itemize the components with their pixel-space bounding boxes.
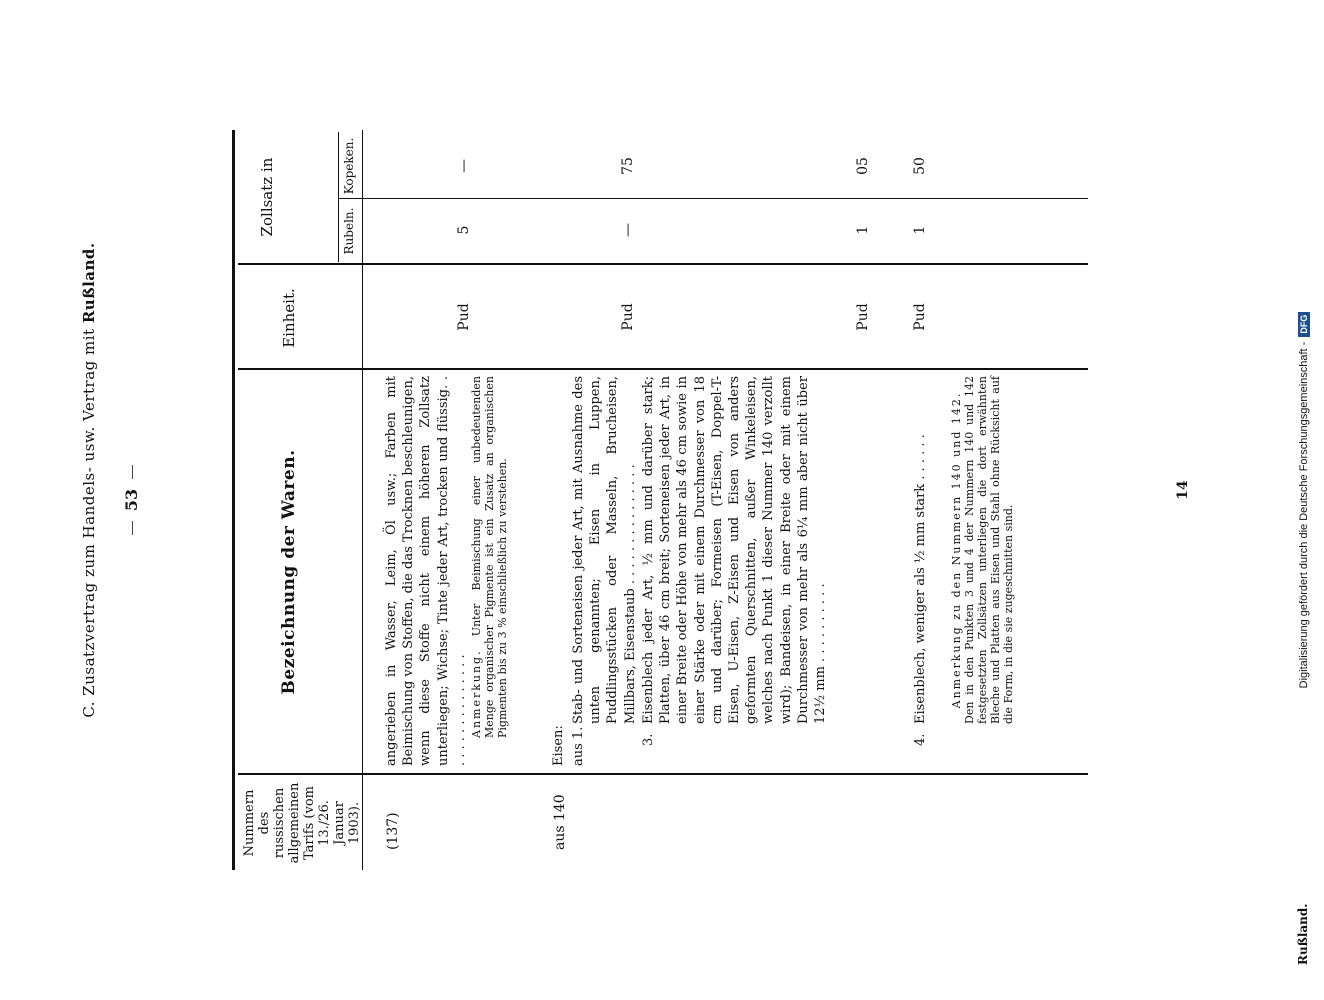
kopecks-cell: 05 (855, 157, 871, 175)
footer-country: Rußland. (1296, 903, 1310, 965)
running-head-text: C. Zusatzvertrag zum Handels- usw. Vertrag mit (80, 328, 98, 718)
header-bottom-rule (362, 130, 363, 870)
digitization-notice (1298, 0, 1310, 1000)
page-number (122, 430, 141, 570)
col-divider-2 (238, 368, 1088, 370)
row-text: Stab- und Sorteneisen jeder Art, mit Ausnahme des unten genannten; Eisen in Luppen, Puddlingsstücken oder Masseln, Brucheisen, Millbars, Eisenstaub . . . . . . . . . . . . . . . (571, 376, 638, 724)
dfg-logo: DFG (1298, 312, 1310, 337)
row-sub-label: aus 1. (571, 726, 586, 766)
table-top-rule (232, 130, 235, 870)
kopecks-cell: 50 (912, 157, 928, 175)
col-divider-3 (238, 263, 1088, 265)
duty-subheader-rule (338, 132, 339, 262)
row-text: angerieben in Wasser, Leim, Öl usw.; Farben mit Beimischung von Stoffen, die das Trocknen beschleunigen, wenn diese Stoffe nicht einem höheren Zollsatz unterliegen; Wichse; Tinte jeder Art, trocken und flüssig. . . . . . . . . . . . . . . . (384, 376, 468, 766)
rubles-cell: 1 (855, 225, 871, 235)
row-number: aus 140 (552, 794, 568, 850)
header-goods: Bezeichnung der Waren. (279, 449, 299, 695)
kopecks-cell: — (456, 159, 472, 173)
unit-cell: Pud (855, 303, 871, 331)
row-number: (137) (385, 812, 401, 850)
row-note (470, 376, 509, 738)
rubles-cell: 5 (456, 225, 472, 235)
col-divider-1 (238, 773, 1088, 775)
sheet-number: 14 (1175, 480, 1191, 500)
note-text: Den in den Punkten 3 und 4 der Nummern 140 und 142 festgesetzten Zollsätzen unterliegen die dort erwähnten Bleche und Platten aus Eisen und Stahl ohne Rücksicht auf die Form, in die sie zugeschnitten sind. (963, 376, 1015, 724)
header-unit: Einheit. (280, 288, 298, 348)
rubles-cell: — (620, 223, 636, 237)
unit-cell: Pud (620, 303, 636, 331)
note-label: Anmerkung zu den Nummern 140 und 142. (950, 391, 963, 709)
note-text: Unter Beimischung einer unbedeutenden Menge organischer Pigmente ist ein Zusatz an organischen Pigmenten bis zu 3 % einschließlich zu verstehen. (470, 376, 509, 738)
row-sub-label: 4. (913, 733, 928, 746)
row-note (950, 376, 1015, 724)
row-text: Eisenblech jeder Art, ½ mm und darüber stark; Platten, über 46 cm breit; Sorteneisen jeder Art, in einer Breite oder Höhe von mehr als 46 cm sowie in einer Stärke oder mit einem Durchmesser von 18 cm und darüber; Formeisen (T-Eisen, Doppel-T-Eisen, U-Eisen, Z-Eisen und Eisen von anders geformten Querschnitten, außer Winkeleisen, welches nach Punkt 1 dieser Nummer 140 verzollt wird); Bandeisen, in einer Breite oder mit einem Durchmesser von mehr als 6¼ mm aber nicht über 12½ mm . . . . . . . . . . (641, 376, 829, 724)
kopecks-cell: 75 (620, 157, 636, 175)
unit-cell: Pud (456, 303, 472, 331)
rubles-cell: 1 (912, 225, 928, 235)
row-sub-label: 3. (641, 733, 656, 746)
unit-cell: Pud (912, 303, 928, 331)
header-duty: Zollsatz in (258, 157, 276, 237)
header-kopecks: Kopeken. (342, 137, 356, 195)
page-number-value: 53 (122, 488, 141, 512)
row-text: Eisenblech, weniger als ½ mm stark . . . . . . (913, 434, 928, 724)
note-label: Anmerkung. (470, 649, 483, 738)
running-head-country: Rußland. (80, 242, 98, 324)
group-label: Eisen: (551, 725, 566, 766)
digitization-text: Digitalisierung gefördert durch die Deutsche Forschungsgemeinschaft - (1298, 341, 1310, 689)
header-rubles: Rubeln. (342, 207, 356, 255)
header-numbers: Nummern des russischen allgemeinen Tarifs (vom 13./26. Januar 1903). (242, 782, 362, 864)
col-divider-4 (338, 198, 1088, 199)
running-head (80, 100, 98, 860)
